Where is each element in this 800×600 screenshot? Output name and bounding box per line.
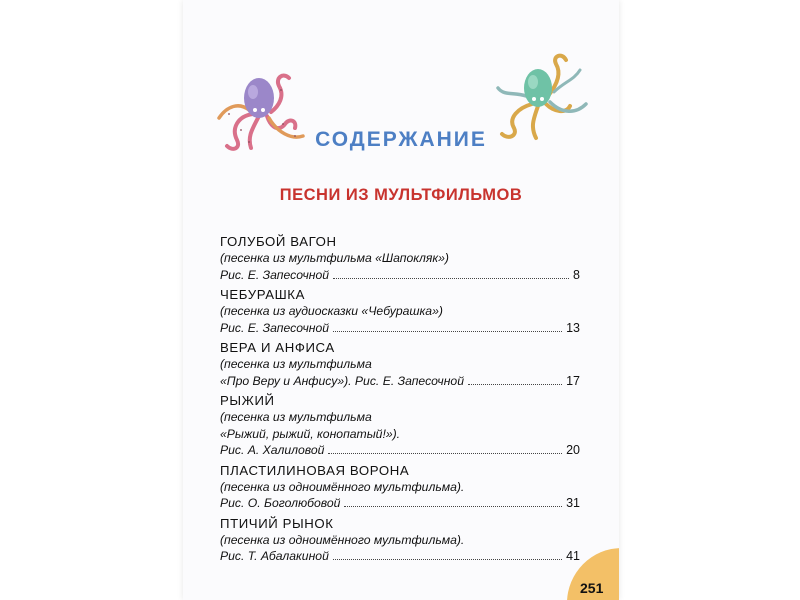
toc-entry	[220, 286, 580, 336]
toc-entry	[220, 392, 580, 459]
dot-leader	[328, 453, 562, 454]
dot-leader	[333, 278, 569, 279]
illustrator-credit: Рис. А. Халиловой	[220, 443, 325, 457]
song-note: (песенка из мультфильма	[220, 357, 372, 371]
page-ref: 8	[573, 267, 580, 282]
table-of-contents	[220, 233, 580, 568]
song-note: (песенка из одноимённого мультфильма).	[220, 479, 465, 494]
toc-credit-row	[220, 442, 580, 459]
song-title: ГОЛУБОЙ ВАГОН	[220, 234, 337, 249]
page-ref: 17	[566, 373, 580, 388]
toc-credit-row	[220, 320, 580, 337]
song-note: (песенка из аудиосказки «Чебурашка»)	[220, 304, 443, 318]
song-note: (песенка из мультфильма «Шапокляк»)	[220, 251, 449, 265]
illustrator-credit: «Про Веру и Анфису»). Рис. Е. Запесочной	[220, 373, 464, 388]
page-number: 251	[580, 580, 604, 596]
song-title: ВЕРА И АНФИСА	[220, 340, 335, 355]
page-ref: 31	[566, 496, 580, 510]
toc-entry	[220, 339, 580, 389]
song-note-continued: «Рыжий, рыжий, конопатый!»).	[220, 426, 401, 441]
page-ref: 20	[566, 443, 580, 457]
page-ref: 13	[566, 320, 580, 335]
toc-credit-row	[220, 267, 580, 284]
toc-entry	[220, 515, 580, 565]
illustrator-credit: Рис. О. Боголюбовой	[220, 496, 341, 510]
illustrator-credit: Рис. Т. Абалакиной	[220, 549, 329, 563]
contents-title: СОДЕРЖАНИЕ	[315, 128, 487, 151]
toc-credit-row	[220, 373, 580, 390]
toc-credit-row	[220, 548, 580, 565]
dot-leader	[333, 559, 562, 560]
section-title: ПЕСНИ ИЗ МУЛЬТФИЛЬМОВ	[279, 186, 523, 204]
illustrator-credit: Рис. Е. Запесочной	[220, 320, 330, 335]
dot-leader	[333, 331, 562, 332]
toc-entry	[220, 233, 580, 283]
toc-credit-row	[220, 495, 580, 512]
toc-entry	[220, 462, 580, 512]
song-title: ПЛАСТИЛИНОВАЯ ВОРОНА	[220, 462, 410, 478]
dot-leader	[468, 384, 562, 385]
song-note: (песенка из мультфильма	[220, 410, 372, 424]
book-page	[183, 0, 619, 600]
song-title: РЫЖИЙ	[220, 393, 275, 408]
illustrator-credit: Рис. Е. Запесочной	[220, 267, 330, 282]
song-title: ЧЕБУРАШКА	[220, 287, 305, 302]
page-ref: 41	[566, 549, 580, 563]
song-title: ПТИЧИЙ РЫНОК	[220, 515, 334, 531]
song-note: (песенка из одноимённого мультфильма).	[220, 532, 465, 547]
dot-leader	[344, 506, 562, 507]
